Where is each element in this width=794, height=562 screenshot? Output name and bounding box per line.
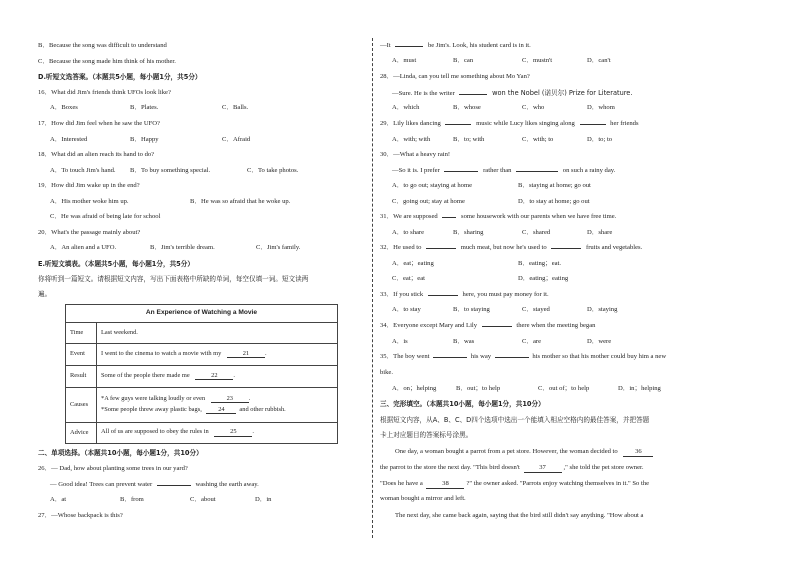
q33-option-c: C．stayed (522, 306, 550, 313)
q28-blank[interactable] (459, 94, 487, 95)
q32-blank-1[interactable] (426, 248, 456, 249)
section-e-title: E.听短文填表。（本题共5小题，每小题1分，共5分） (38, 260, 194, 268)
q35-stem-part3: his mother so that his mother could buy him a new (532, 353, 667, 360)
q31-option-a: A．to share (392, 229, 425, 236)
passage-line4: woman bought a mirror and left. (380, 495, 466, 502)
passage-line3 (380, 481, 649, 489)
section-3-desc-line2: 卡上对应题目的答案标号涂黑。 (380, 431, 473, 439)
q32-stem-part3: fruits and vegetables. (586, 244, 643, 251)
q16-stem: 16．What did Jim's friends think UFOs look like? (38, 89, 171, 96)
row-value-time: Last weekend. (97, 323, 338, 344)
section-e-desc-line2: 遍。 (38, 290, 52, 298)
q33-stem (380, 292, 549, 299)
q30-line2-start: —So it is. I prefer (392, 167, 440, 174)
q28-option-d: D．whom (587, 104, 615, 111)
q19-option-a: A．His mother woke him up. (50, 198, 129, 205)
q26-option-c: C．about (190, 496, 216, 503)
q19-option-c: C．He was afraid of being late for school (50, 213, 161, 220)
q35-option-b: B．out；to help (456, 385, 501, 392)
q17-stem: 17．How did Jim feel when he saw the UFO? (38, 120, 160, 127)
q19-option-b: B．He was so afraid that he woke up. (190, 198, 291, 205)
passage-line2-start: the parrot to the store the next day. "This bird doesn't (380, 464, 520, 471)
right-column (372, 0, 794, 562)
q29-blank-2[interactable] (580, 124, 606, 125)
q34-stem-part2: there when the meeting began (516, 322, 596, 329)
advice-end: . (252, 428, 254, 436)
q17-option-b: B．Happy (130, 136, 159, 143)
q27-continuation (380, 43, 531, 50)
q27-option-b: B．can (453, 57, 474, 64)
q32-option-c: C．eat；eat (392, 275, 425, 282)
q26-blank[interactable] (157, 485, 191, 486)
causes-line2-end: and other rubbish. (239, 406, 286, 413)
passage-line1 (395, 449, 653, 457)
q27-option-d: D．can't (587, 57, 611, 64)
q15-option-b: B．Because the song was difficult to understand (38, 42, 167, 49)
blank-36[interactable]: 36 (623, 449, 653, 457)
q17-option-a: A．Interested (50, 136, 88, 143)
section-3-title: 三、完形填空。（本题共10小题，每小题1分，共10分） (380, 400, 545, 408)
passage-line3-end: ?" the owner asked. "Parrots enjoy watching themselves in it." So the (466, 480, 650, 487)
row-label-time: Time (66, 323, 97, 344)
q31-stem-part2: some housework with our parents when we have free time. (461, 213, 617, 220)
q29-stem (380, 121, 639, 128)
q18-option-a: A．To touch Jim's hand. (50, 167, 116, 174)
q31-stem (380, 214, 616, 221)
q15-option-c: C．Because the song made him think of his mother. (38, 58, 176, 65)
q34-blank[interactable] (482, 326, 512, 327)
blank-37[interactable]: 37 (524, 465, 562, 473)
q34-option-a: A．is (392, 338, 408, 345)
q26-option-d: D．in (255, 496, 272, 503)
row-label-result: Result (66, 366, 97, 388)
section-e-desc-line1: 你将听到一篇短文。请根据短文内容，写出下面表格中所缺的单词，每空仅填一词。短文读两 (38, 275, 309, 283)
q30-stem: 30．—What a heavy rain! (380, 151, 451, 158)
q16-option-a: A．Boxes (50, 104, 78, 111)
q33-option-b: B．to staying (453, 306, 490, 313)
q20-option-a: A．An alien and a UFO. (50, 244, 117, 251)
row-value-result (97, 366, 338, 388)
q30-line2 (392, 168, 615, 175)
q35-option-d: D．in；helping (618, 385, 661, 392)
q30-line2-mid: rather than (483, 167, 512, 174)
q32-stem (380, 245, 642, 252)
listening-table (65, 304, 338, 444)
q16-option-b: B．Plates. (130, 104, 159, 111)
q30-blank-2[interactable] (516, 171, 558, 172)
blank-25[interactable]: 25 (214, 429, 252, 436)
q20-option-c: C．Jim's family. (256, 244, 301, 251)
q33-stem-part2: here, you must pay money for it. (462, 291, 549, 298)
q27-cont-start: —It (380, 42, 391, 49)
q29-option-b: B．to; with (453, 136, 485, 143)
result-end: . (233, 371, 235, 379)
event-text: I went to the cinema to watch a movie with my (101, 349, 222, 357)
row-label-causes: Causes (66, 388, 97, 423)
q35-blank-2[interactable] (495, 357, 529, 358)
passage-line1-text: One day, a woman bought a parrot from a pet store. However, the woman decided to (395, 448, 618, 455)
q29-stem-part1: 29．Lily likes dancing (380, 120, 441, 127)
causes-line2: *Some people threw away plastic bags, (101, 406, 202, 413)
blank-21[interactable]: 21 (227, 351, 265, 358)
blank-24[interactable]: 24 (206, 407, 236, 414)
row-value-causes (97, 388, 338, 423)
q30-option-c: C．going out; stay at home (392, 198, 465, 205)
q16-option-c: C．Balls. (222, 104, 249, 111)
q20-option-b: B．Jim's terrible dream. (150, 244, 215, 251)
q17-option-c: C．Afraid (222, 136, 251, 143)
row-value-event (97, 344, 338, 366)
q27-option-c: C．mustn't (522, 57, 553, 64)
table-title: An Experience of Watching a Movie (66, 305, 338, 323)
q18-option-b: B．To buy something special. (130, 167, 211, 174)
section-d-title: D.听短文选答案。（本题共5小题，每小题1分，共5分） (38, 73, 202, 81)
q31-option-d: D．share (587, 229, 613, 236)
q33-stem-part1: 33．If you stick (380, 291, 424, 298)
q28-stem: 28．—Linda, can you tell me something about Mo Yan? (380, 73, 530, 80)
advice-text: All of us are supposed to obey the rules in (101, 428, 209, 436)
q30-option-d: D．to stay at home; go out (518, 198, 590, 205)
event-end: . (264, 349, 267, 357)
left-column (0, 0, 372, 562)
q31-option-b: B．sharing (453, 229, 484, 236)
q28-option-a: A．which (392, 104, 420, 111)
q34-stem (380, 323, 595, 330)
q29-option-c: C．with; to (522, 136, 554, 143)
q31-option-c: C．shared (522, 229, 551, 236)
q34-option-b: B．was (453, 338, 475, 345)
q29-stem-part3: her friends (610, 120, 639, 127)
q32-stem-part1: 32．He used to (380, 244, 422, 251)
row-label-advice: Advice (66, 423, 97, 444)
q32-option-b: B．eating；eat. (518, 260, 562, 267)
q34-option-d: D．were (587, 338, 612, 345)
passage-line5: The next day, she came back again, saying that the bird still didn't say anything. "How about a (395, 512, 644, 519)
q28-line2-start: —Sure. He is the writer (392, 90, 455, 97)
q34-option-c: C．are (522, 338, 542, 345)
q33-blank[interactable] (428, 295, 458, 296)
q32-stem-part2: much meat, but now he's used to (460, 244, 547, 251)
q29-stem-part2: music while Lucy likes singing along (476, 120, 575, 127)
q30-line2-end: on such a rainy day. (562, 167, 616, 174)
q27-blank[interactable] (395, 46, 423, 47)
q26-option-a: A．at (50, 496, 67, 503)
q35-stem-part1: 35．The boy went (380, 353, 430, 360)
q27-cont-end: be Jim's. Look, his student card is in it. (427, 42, 531, 49)
q31-blank[interactable] (442, 217, 456, 218)
q28-line2-end: won the Nobel (诺贝尔) Prize for Literature. (492, 89, 633, 97)
q29-option-a: A．with; with (392, 136, 431, 143)
q26-option-b: B．from (120, 496, 144, 503)
q35-option-a: A．on；helping (392, 385, 437, 392)
q35-stem-line2: bike. (380, 369, 394, 376)
q35-blank-1[interactable] (433, 357, 467, 358)
q18-option-c: C．To take photos. (247, 167, 299, 174)
q31-stem-part1: 31．We are supposed (380, 213, 438, 220)
q26-line2-start: — Good idea! Trees can prevent water (50, 481, 153, 488)
q28-line2 (392, 90, 632, 98)
result-text: Some of the people there made me (101, 371, 190, 379)
blank-38[interactable]: 38 (426, 481, 464, 489)
q32-option-a: A．eat；eating (392, 260, 434, 267)
q32-blank-2[interactable] (551, 248, 581, 249)
q19-stem: 19．How did Jim wake up in the end? (38, 182, 140, 189)
passage-line2-end: ," she told the pet store owner. (563, 464, 644, 471)
blank-23[interactable]: 23 (211, 396, 249, 403)
q32-option-d: D．eating；eating (518, 275, 569, 282)
q33-option-d: D．staying (587, 306, 618, 313)
row-value-advice (97, 423, 338, 444)
q28-option-c: C．who (522, 104, 545, 111)
q34-stem-part1: 34．Everyone except Mary and Lily (380, 322, 478, 329)
q18-stem: 18．What did an alien reach its hand to do? (38, 151, 155, 158)
blank-22[interactable]: 22 (195, 373, 233, 380)
q28-option-b: B．whose (453, 104, 481, 111)
causes-line1-end: . (248, 394, 251, 402)
q29-blank-1[interactable] (445, 124, 471, 125)
passage-line2 (380, 465, 644, 473)
q30-option-b: B．staying at home; go out (518, 182, 591, 189)
row-label-event: Event (66, 344, 97, 366)
passage-line3-start: "Does he have a (380, 480, 423, 487)
q26-line2-end: washing the earth away. (195, 481, 259, 488)
q26-stem: 26．— Dad, how about planting some trees in our yard? (38, 465, 188, 472)
q35-stem-part2: his way (470, 353, 492, 360)
q29-option-d: D．to; to (587, 136, 613, 143)
q30-option-a: A．to go out; staying at home (392, 182, 473, 189)
q27-option-a: A．must (392, 57, 417, 64)
q27-stem: 27．—Whose backpack is this? (38, 512, 123, 519)
q20-stem: 20．What's the passage mainly about? (38, 229, 141, 236)
q30-blank-1[interactable] (444, 171, 478, 172)
q33-option-a: A．to stay (392, 306, 421, 313)
q35-option-c: C．out of；to help (538, 385, 590, 392)
q35-stem (380, 354, 666, 361)
section-3-desc-line1: 根据短文内容，从A、B、C、D四个选项中选出一个能填入相应空格内的最佳答案，并把答题 (380, 416, 650, 424)
q26-line2 (50, 482, 259, 489)
section-2-title: 二、单项选择。（本题共10小题，每小题1分，共10分） (38, 449, 203, 457)
causes-line1: *A few guys were talking loudly or even (101, 394, 206, 402)
